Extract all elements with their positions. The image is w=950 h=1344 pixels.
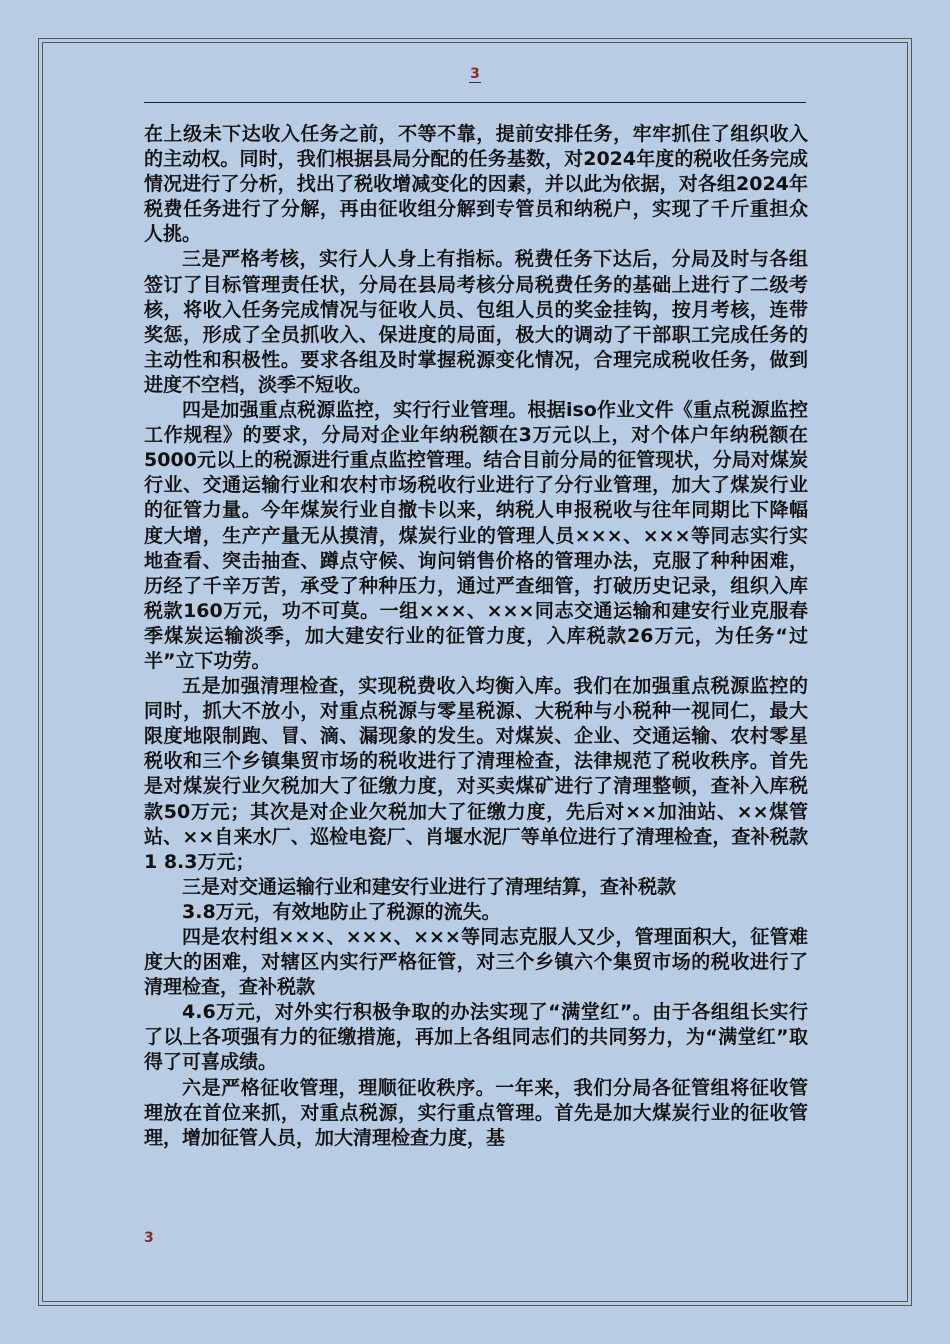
paragraph-3: 四是加强重点税源监控，实行行业管理。根据iso作业文件《重点税源监控工作规程》的要求，分局对企业年纳税额在3万元以上，对个体户年纳税额在5000元以上的税源进行重点监控管理。结合目前分局的征管现状，分局对煤炭行业、交通运输行业和农村市场税收行业进行了分行业管理，加大了煤炭行业的征管力量。今年煤炭行业自撤卡以来，纳税人申报税收与往年同期比下降幅度大增，生产产量无从摸清，煤炭行业的管理人员×××、×××等同志实行实地查看、突击抽查、蹲点守候、询问销售价格的管理办法，克服了种种困难，历经了千辛万苦，承受了种种压力，通过严查细管，打破历史记录，组织入库税款160万元，功不可莫。一组×××、×××同志交通运输和建安行业克服春季煤炭运输淡季，加大建安行业的征管力度，入库税款26万元，为任务“过半”立下功劳。: [144, 399, 808, 672]
paragraph-5: 三是对交通运输行业和建安行业进行了清理结算，查补税款: [182, 875, 677, 898]
paragraph-6: 3.8万元，有效地防止了税源的流失。: [182, 900, 501, 923]
document-body: [144, 122, 808, 1151]
header-page-number: 3: [470, 66, 480, 82]
paragraph-1: 在上级未下达收入任务之前，不等不靠，提前安排任务，牢牢抓住了组织收入的主动权。同时，我们根据县局分配的任务基数，对2024年度的税收任务完成情况进行了分析，找出了税收增减变化的因素，并以此为依据，对各组2024年税费任务进行了分解，再由征收组分解到专管员和纳税户，实现了千斤重担众人挑。: [144, 123, 808, 246]
paragraph-9: 六是严格征收管理，理顺征收秩序。一年来，我们分局各征管组将征收管理放在首位来抓，对重点税源，实行重点管理。首先是加大煤炭行业的征收管理，增加征管人员，加大清理检查力度，基: [144, 1076, 808, 1149]
paragraph-8: 4.6万元，对外实行积极争取的办法实现了“满堂红”。由于各组组长实行了以上各项强有力的征缴措施，再加上各组同志们的共同努力，为“满堂红”取得了可喜成绩。: [144, 1001, 808, 1074]
header-rule: [144, 102, 806, 103]
paragraph-4: 五是加强清理检查，实现税费收入均衡入库。我们在加强重点税源监控的同时，抓大不放小，对重点税源与零星税源、大税种与小税种一视同仁，最大限度地限制跑、冒、滴、漏现象的发生。对煤炭、企业、交通运输、农村零星税收和三个乡镇集贸市场的税收进行了清理检查，法律规范了税收秩序。首先是对煤炭行业欠税加大了征缴力度，对买卖煤矿进行了清理整顿，查补入库税款50万元；其次是对企业欠税加大了征缴力度，先后对××加油站、××煤管站、××自来水厂、巡检电瓷厂、肖堰水泥厂等单位进行了清理检查，查补税款1 8.3万元；: [144, 675, 808, 873]
footer-page-number: 3: [144, 1230, 154, 1246]
paragraph-2: 三是严格考核，实行人人身上有指标。税费任务下达后，分局及时与各组签订了目标管理责任状，分局在县局考核分局税费任务的基础上进行了二级考核，将收入任务完成情况与征收人员、包组人员的奖金挂钩，按月考核，连带奖惩，形成了全员抓收入、保进度的局面，极大的调动了干部职工完成任务的主动性和积极性。要求各组及时掌握税源变化情况，合理完成税收任务，做到进度不空档，淡季不短收。: [144, 248, 808, 396]
paragraph-7: 四是农村组×××、×××、×××等同志克服人又少，管理面积大，征管难度大的困难，对辖区内实行严格征管，对三个乡镇六个集贸市场的税收进行了清理检查，查补税款: [144, 926, 808, 999]
